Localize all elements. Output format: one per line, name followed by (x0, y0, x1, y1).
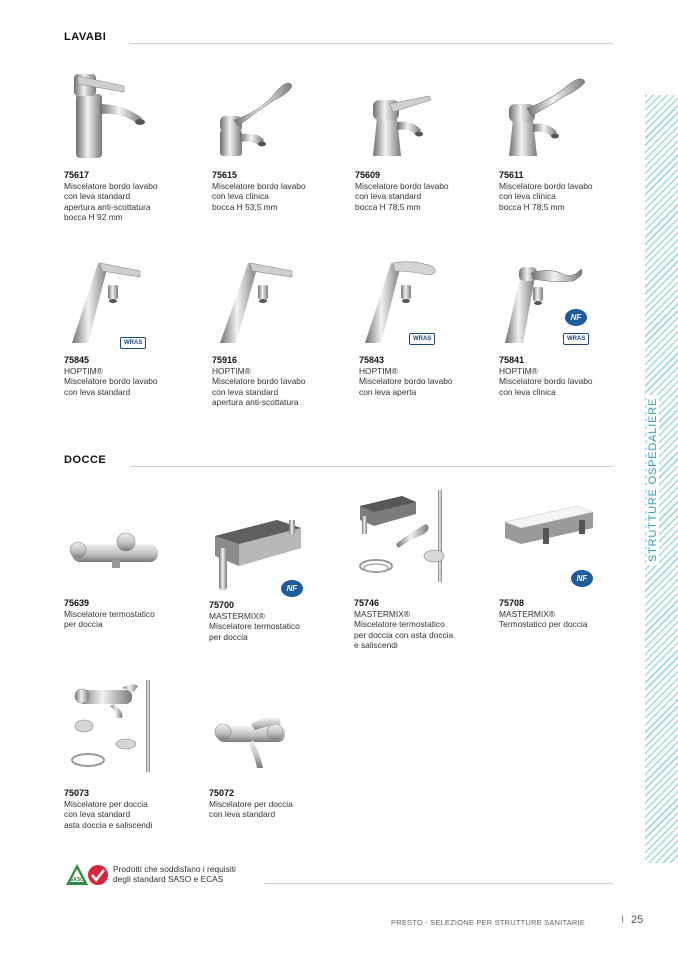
product-description: Miscelatore bordo lavabo (355, 181, 449, 191)
product-75746[interactable] (354, 488, 484, 651)
section-divider (130, 466, 613, 467)
product-75700[interactable] (209, 490, 339, 642)
product-description: Termostatico per doccia (499, 619, 588, 630)
product-description: con leva clinica (212, 191, 269, 202)
product-description: con leva standard (64, 386, 131, 397)
wras-badge: WRAS (563, 333, 589, 345)
mastermix-shower-mixer-image (209, 490, 339, 600)
saso-icon-text: SASO (69, 877, 85, 883)
nf-badge: NF (571, 570, 593, 587)
product-description: bocca H 78,5 mm (499, 201, 565, 212)
product-75841[interactable] (499, 245, 629, 397)
basin-mixer-clinical-image (499, 60, 629, 170)
product-description: HOPTIM® (212, 366, 251, 376)
product-description: Miscelatore bordo lavabo (64, 376, 158, 387)
product-description: e saliscendi (354, 640, 398, 651)
product-75615[interactable] (212, 60, 342, 212)
footer-separator: I (621, 914, 625, 926)
section-divider (130, 43, 613, 44)
product-description: bocca H 53,5 mm (212, 201, 278, 212)
product-description: Miscelatore bordo lavabo (64, 181, 158, 191)
legend-line: Prodotti che soddisfano i requisiti (113, 864, 236, 874)
product-description: per doccia con asta doccia (354, 629, 454, 640)
product-description: HOPTIM® (499, 366, 538, 376)
product-75611[interactable] (499, 60, 629, 212)
product-75708[interactable] (499, 488, 629, 630)
section-title-docce: DOCCE (64, 454, 107, 466)
product-description: MASTERMIX® (354, 609, 410, 619)
product-75639[interactable] (64, 488, 194, 630)
product-75843[interactable] (359, 245, 489, 397)
product-75609[interactable] (355, 60, 485, 212)
product-description: MASTERMIX® (209, 611, 265, 621)
product-description: con leva clinica (499, 191, 556, 202)
hoptim-basin-mixer-image (212, 245, 342, 355)
product-code: 75615 (212, 170, 238, 180)
product-description: con leva clinica (499, 386, 556, 397)
product-description: Miscelatore bordo lavabo (499, 376, 593, 387)
product-code: 75609 (355, 170, 381, 180)
product-description: Miscelatore bordo lavabo (499, 181, 593, 191)
product-description: per doccia (209, 631, 248, 642)
shower-mixer-image (209, 678, 339, 788)
product-description: apertura anti-scottatura (64, 201, 151, 212)
mastermix-thermostatic-image (499, 488, 629, 598)
product-description: Miscelatore bordo lavabo (212, 181, 306, 191)
legend-text (113, 864, 236, 885)
product-description: con leva standard (355, 191, 422, 202)
product-description: Miscelatore bordo lavabo (359, 376, 453, 387)
hoptim-basin-mixer-image (64, 245, 194, 355)
product-description: Miscelatore termostatico (209, 621, 300, 632)
section-title-lavabi: LAVABI (64, 31, 107, 43)
product-code: 75617 (64, 170, 90, 180)
product-description: Miscelatore termostatico (64, 609, 155, 619)
footer-text: PRESTO - SELEZIONE PER STRUTTURE SANITARIE (391, 918, 585, 927)
footer-divider (265, 883, 613, 884)
basin-mixer-image (64, 60, 194, 170)
product-description: Miscelatore termostatico (354, 619, 445, 630)
product-75916[interactable] (212, 245, 342, 408)
nf-badge: NF (281, 580, 303, 597)
product-description: Miscelatore per doccia (64, 799, 148, 809)
product-description: Miscelatore per doccia (209, 799, 293, 809)
page-number: 25 (631, 914, 644, 926)
product-code: 75072 (209, 788, 235, 798)
product-description: HOPTIM® (359, 366, 398, 376)
basin-mixer-clinical-image (212, 60, 342, 170)
wras-badge: WRAS (409, 333, 435, 345)
product-description: con leva standard (64, 191, 131, 202)
product-description: asta doccia e saliscendi (64, 819, 153, 830)
wras-badge: WRAS (120, 337, 146, 349)
product-code: 75845 (64, 355, 90, 365)
nf-badge: NF (565, 309, 587, 326)
product-description: per doccia (64, 619, 103, 630)
product-description: bocca H 92 mm (64, 212, 123, 223)
product-code: 75073 (64, 788, 90, 798)
product-code: 75700 (209, 600, 235, 610)
thermostatic-shower-mixer-image (64, 488, 194, 598)
product-description: con leva standard (212, 386, 279, 397)
product-description: con leva standard (209, 809, 276, 820)
shower-mixer-kit-image (64, 678, 194, 788)
side-label: STRUTTURE OSPEDALIERE (647, 395, 659, 565)
product-code: 75916 (212, 355, 238, 365)
hoptim-basin-mixer-clinical-image (499, 245, 629, 355)
saso-ecas-icons (65, 863, 109, 887)
product-75845[interactable] (64, 245, 194, 397)
product-code: 75611 (499, 170, 524, 180)
legend-line: degli standard SASO e ECAS (113, 874, 224, 885)
product-code: 75843 (359, 355, 385, 365)
product-description: Miscelatore bordo lavabo (212, 376, 306, 387)
product-description: con leva aperta (359, 386, 417, 397)
product-description: bocca H 78,5 mm (355, 201, 421, 212)
product-code: 75708 (499, 598, 525, 608)
product-code: 75841 (499, 355, 525, 365)
hoptim-basin-mixer-image (359, 245, 489, 355)
product-description: HOPTIM® (64, 366, 103, 376)
product-description: con leva standard (64, 809, 131, 820)
basin-mixer-image (355, 60, 485, 170)
product-description: MASTERMIX® (499, 609, 555, 619)
product-code: 75639 (64, 598, 90, 608)
product-description: apertura anti-scottatura (212, 397, 299, 408)
product-75073[interactable] (64, 678, 194, 830)
product-code: 75746 (354, 598, 380, 608)
product-75617[interactable] (64, 60, 194, 223)
mastermix-shower-kit-image (354, 488, 484, 598)
product-75072[interactable] (209, 678, 339, 820)
